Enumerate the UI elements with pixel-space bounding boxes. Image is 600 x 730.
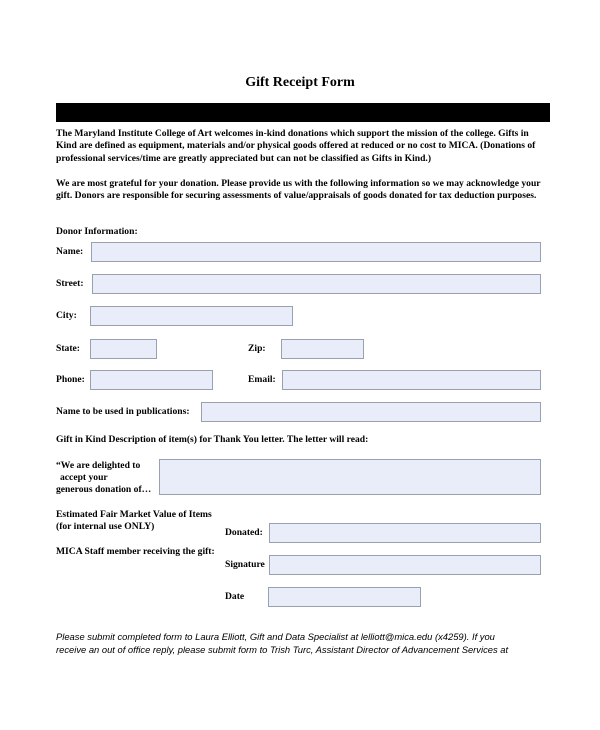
donated-label: Donated: (225, 527, 263, 538)
gift-description-field[interactable] (159, 459, 541, 495)
footer-instructions-line-2: receive an out of office reply, please submit form to Trish Turc, Assistant Director of Advancement Services at (56, 644, 509, 655)
letter-text-line-3: generous donation of… (56, 484, 152, 495)
publication-name-field[interactable] (201, 402, 541, 422)
signature-input[interactable] (270, 558, 540, 576)
donated-field[interactable] (269, 523, 541, 543)
email-field[interactable] (282, 370, 541, 390)
publication-name-input[interactable] (202, 405, 540, 423)
street-label: Street: (56, 278, 84, 289)
zip-field[interactable] (281, 339, 364, 359)
gift-description-heading: Gift in Kind Description of item(s) for Thank You letter. The letter will read: (56, 434, 369, 445)
phone-input[interactable] (91, 373, 212, 391)
name-label: Name: (56, 246, 84, 257)
street-field[interactable] (92, 274, 541, 294)
email-label: Email: (248, 374, 276, 385)
donated-input[interactable] (270, 526, 540, 544)
zip-input[interactable] (282, 342, 363, 360)
city-input[interactable] (91, 309, 292, 327)
letter-text-line-1: “We are delighted to (56, 460, 141, 471)
form-title: Gift Receipt Form (245, 75, 355, 90)
phone-label: Phone: (56, 374, 85, 385)
gift-description-input[interactable] (160, 460, 540, 494)
publication-name-label: Name to be used in publications: (56, 406, 190, 417)
zip-label: Zip: (248, 343, 266, 354)
name-input[interactable] (92, 245, 540, 263)
date-label: Date (225, 591, 245, 602)
grateful-paragraph: We are most grateful for your donation. Please provide us with the following information so we may acknowledge your gift. Donors are responsible for securing assessments of value/appraisals of goods donated for tax deduction purposes. (56, 178, 541, 202)
date-field[interactable] (268, 587, 421, 607)
signature-field[interactable] (269, 555, 541, 575)
signature-label: Signature (225, 559, 265, 570)
phone-field[interactable] (90, 370, 213, 390)
intro-paragraph: The Maryland Institute College of Art welcomes in-kind donations which support the mission of the college. Gifts in Kind are defined as equipment, materials and/or physical goods offered at reduced or no cost to MICA. (Donations of professional services/time are greatly appreciated but can not be classified as Gifts in Kind.) (56, 128, 536, 164)
state-field[interactable] (90, 339, 157, 359)
estimated-value-label: Estimated Fair Market Value of Items (56, 509, 212, 520)
staff-member-label: MICA Staff member receiving the gift: (56, 546, 215, 557)
state-input[interactable] (91, 342, 156, 360)
footer-instructions-line-1: Please submit completed form to Laura Elliott, Gift and Data Specialist at lelliott@mica.edu (x4259). If you (56, 631, 495, 642)
internal-use-label: (for internal use ONLY) (56, 521, 155, 532)
state-label: State: (56, 343, 80, 354)
date-input[interactable] (269, 590, 420, 608)
email-input[interactable] (283, 373, 540, 391)
name-field[interactable] (91, 242, 541, 262)
city-label: City: (56, 310, 77, 321)
donor-information-heading: Donor Information: (56, 226, 138, 237)
letter-text-line-2: accept your (60, 472, 108, 483)
header-bar (56, 103, 550, 122)
city-field[interactable] (90, 306, 293, 326)
street-input[interactable] (93, 277, 540, 295)
